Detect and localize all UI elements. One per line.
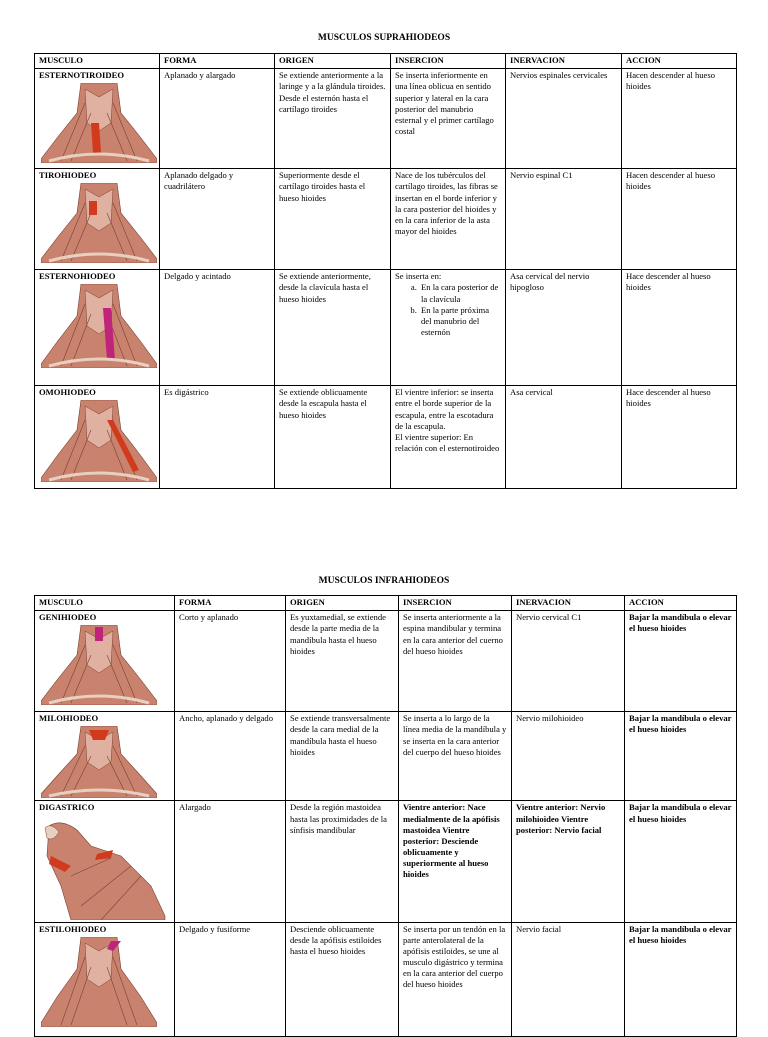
neck-illustration [41, 726, 157, 798]
forma-cell: Alargado [175, 801, 286, 922]
col-insercion: INSERCION [399, 596, 512, 611]
table-header-row [35, 54, 737, 69]
accion-cell: Hace descender al hueso hioides [622, 386, 737, 489]
accion-cell: Bajar la mandíbula o elevar el hueso hioides [625, 611, 737, 712]
col-inervacion: INERVACION [506, 54, 622, 69]
col-musculo: MUSCULO [35, 596, 175, 611]
accion-cell: Bajar la mandíbula o elevar el hueso hioides [625, 712, 737, 801]
origen-cell: Es yuxtamedial, se extiende desde la parte media de la mandíbula hasta el hueso hioides [286, 611, 399, 712]
muscle-cell [35, 270, 160, 386]
muscle-name: DIGASTRICO [39, 802, 95, 813]
insercion-intro: Se inserta en: [395, 271, 442, 282]
muscle-name: OMOHIODEO [39, 387, 96, 398]
origen-cell: Superiormente desde el cartílago tiroides hasta el hueso hioides [275, 169, 391, 270]
table-row [35, 801, 737, 922]
insercion-part: El vientre superior: En relación con el esternotiroideo [395, 431, 500, 454]
inervacion-cell: Vientre anterior: Nervio milohioideo Vientre posterior: Nervio facial [512, 801, 625, 922]
forma-cell: Aplanado delgado y cuadrilátero [160, 169, 275, 270]
muscle-name: ESTERNOTIROIDEO [39, 70, 125, 81]
muscle-cell [35, 712, 175, 801]
inervacion-cell: Asa cervical del nervio hipogloso [506, 270, 622, 386]
col-forma: FORMA [160, 54, 275, 69]
col-musculo: MUSCULO [35, 54, 160, 69]
supra-title: MUSCULOS SUPRAHIODEOS [317, 33, 451, 43]
inervacion-cell: Asa cervical [506, 386, 622, 489]
infra-table [34, 595, 737, 1037]
inervacion-cell: Nervio milohioideo [512, 712, 625, 801]
origen-cell: Desde la región mastoidea hasta las proximidades de la sínfisis mandibular [286, 801, 399, 922]
muscle-name: GENIHIODEO [39, 612, 97, 623]
insercion-cell: Nace de los tubérculos del cartílago tiroides, las fibras se insertan en el borde inferior y la cara posterior del hioides y en la cara inferior de la asta mayor del hioides [391, 169, 506, 270]
list-item: b. En la parte próxima del manubrio del esternón [419, 305, 501, 339]
table-row [35, 270, 737, 386]
insercion-cell: Se inserta por un tendón en la parte anterolateral de la apófisis estiloides, se une al musculo digástrico y termina en la cara anterior del cuerpo del hueso hioides [399, 922, 512, 1036]
inervacion-cell: Nervio cervical C1 [512, 611, 625, 712]
forma-cell: Es digástrico [160, 386, 275, 489]
table-header-row [35, 596, 737, 611]
col-inervacion: INERVACION [512, 596, 625, 611]
inervacion-cell: Nervio facial [512, 922, 625, 1036]
insercion-cell [391, 270, 506, 386]
insercion-cell: Se inserta a lo largo de la línea media de la mandíbula y se inserta en la cara anterior del cuerpo del hueso hioides [399, 712, 512, 801]
origen-cell: Desciende oblicuamente desde la apófisis estiloides hasta el hueso hioides [286, 922, 399, 1036]
insercion-cell [391, 386, 506, 489]
insercion-cell: Vientre anterior: Nace medialmente de la apófisis mastoidea Vientre posterior: Desciende oblicuamente y superiormente al hueso hioides [399, 801, 512, 922]
supra-table [34, 53, 737, 489]
neck-illustration [41, 83, 157, 163]
muscle-cell [35, 922, 175, 1036]
forma-cell: Delgado y acintado [160, 270, 275, 386]
insercion-cell: Se inserta anteriormente a la espina mandibular y termina en la cara anterior del cuerno del hueso hioides [399, 611, 512, 712]
col-accion: ACCION [622, 54, 737, 69]
col-origen: ORIGEN [286, 596, 399, 611]
muscle-cell [35, 386, 160, 489]
origen-cell: Se extiende anteriormente, desde la clavícula hasta el hueso hioides [275, 270, 391, 386]
neck-illustration [41, 937, 157, 1027]
origen-cell: Se extiende oblicuamente desde la escapula hasta el hueso hioides [275, 386, 391, 489]
muscle-name: ESTERNOHIODEO [39, 271, 116, 282]
neck-illustration [41, 284, 157, 368]
col-forma: FORMA [175, 596, 286, 611]
accion-cell: Hace descender al hueso hioides [622, 270, 737, 386]
insercion-cell: Se inserta inferiormente en una línea oblicua en sentido superior y lateral en la cara posterior del manubrio esternal y el primer cartílago costal [391, 69, 506, 169]
lateral-neck-illustration [41, 816, 167, 920]
inervacion-cell: Nervio espinal C1 [506, 169, 622, 270]
neck-illustration [41, 625, 157, 705]
muscle-name: MILOHIODEO [39, 713, 99, 724]
accion-cell: Bajar la mandíbula o elevar el hueso hioides [625, 801, 737, 922]
forma-cell: Ancho, aplanado y delgado [175, 712, 286, 801]
forma-cell: Corto y aplanado [175, 611, 286, 712]
muscle-cell [35, 801, 175, 922]
accion-cell: Hacen descender al hueso hioides [622, 169, 737, 270]
table-row [35, 169, 737, 270]
table-row [35, 611, 737, 712]
table-row [35, 712, 737, 801]
insercion-part: El vientre inferior: se inserta entre el borde superior de la escapula, entre la escotadura de la escapula. [395, 387, 494, 431]
infra-title: MUSCULOS INFRAHIODEOS [318, 576, 450, 586]
muscle-cell [35, 69, 160, 169]
origen-cell: Se extiende anteriormente a la laringe y a la glándula tiroides. Desde el esternón hasta el cartílago tiroides [275, 69, 391, 169]
table-row [35, 69, 737, 169]
col-accion: ACCION [625, 596, 737, 611]
forma-cell: Delgado y fusiforme [175, 922, 286, 1036]
table-row [35, 386, 737, 489]
origen-cell: Se extiende transversalmente desde la cara medial de la mandíbula hasta el hueso hioides [286, 712, 399, 801]
col-insercion: INSERCION [391, 54, 506, 69]
muscle-cell [35, 169, 160, 270]
muscle-name: ESTILOHIODEO [39, 923, 107, 934]
accion-cell: Bajar la mandíbula o elevar el hueso hioides [625, 922, 737, 1036]
accion-cell: Hacen descender al hueso hioides [622, 69, 737, 169]
forma-cell: Aplanado y alargado [160, 69, 275, 169]
list-item: a. En la cara posterior de la clavícula [419, 282, 501, 304]
neck-illustration [41, 183, 157, 263]
col-origen: ORIGEN [275, 54, 391, 69]
inervacion-cell: Nervios espinales cervicales [506, 69, 622, 169]
table-row [35, 922, 737, 1036]
muscle-cell [35, 611, 175, 712]
neck-illustration [41, 400, 157, 482]
muscle-name: TIROHIODEO [39, 170, 97, 181]
